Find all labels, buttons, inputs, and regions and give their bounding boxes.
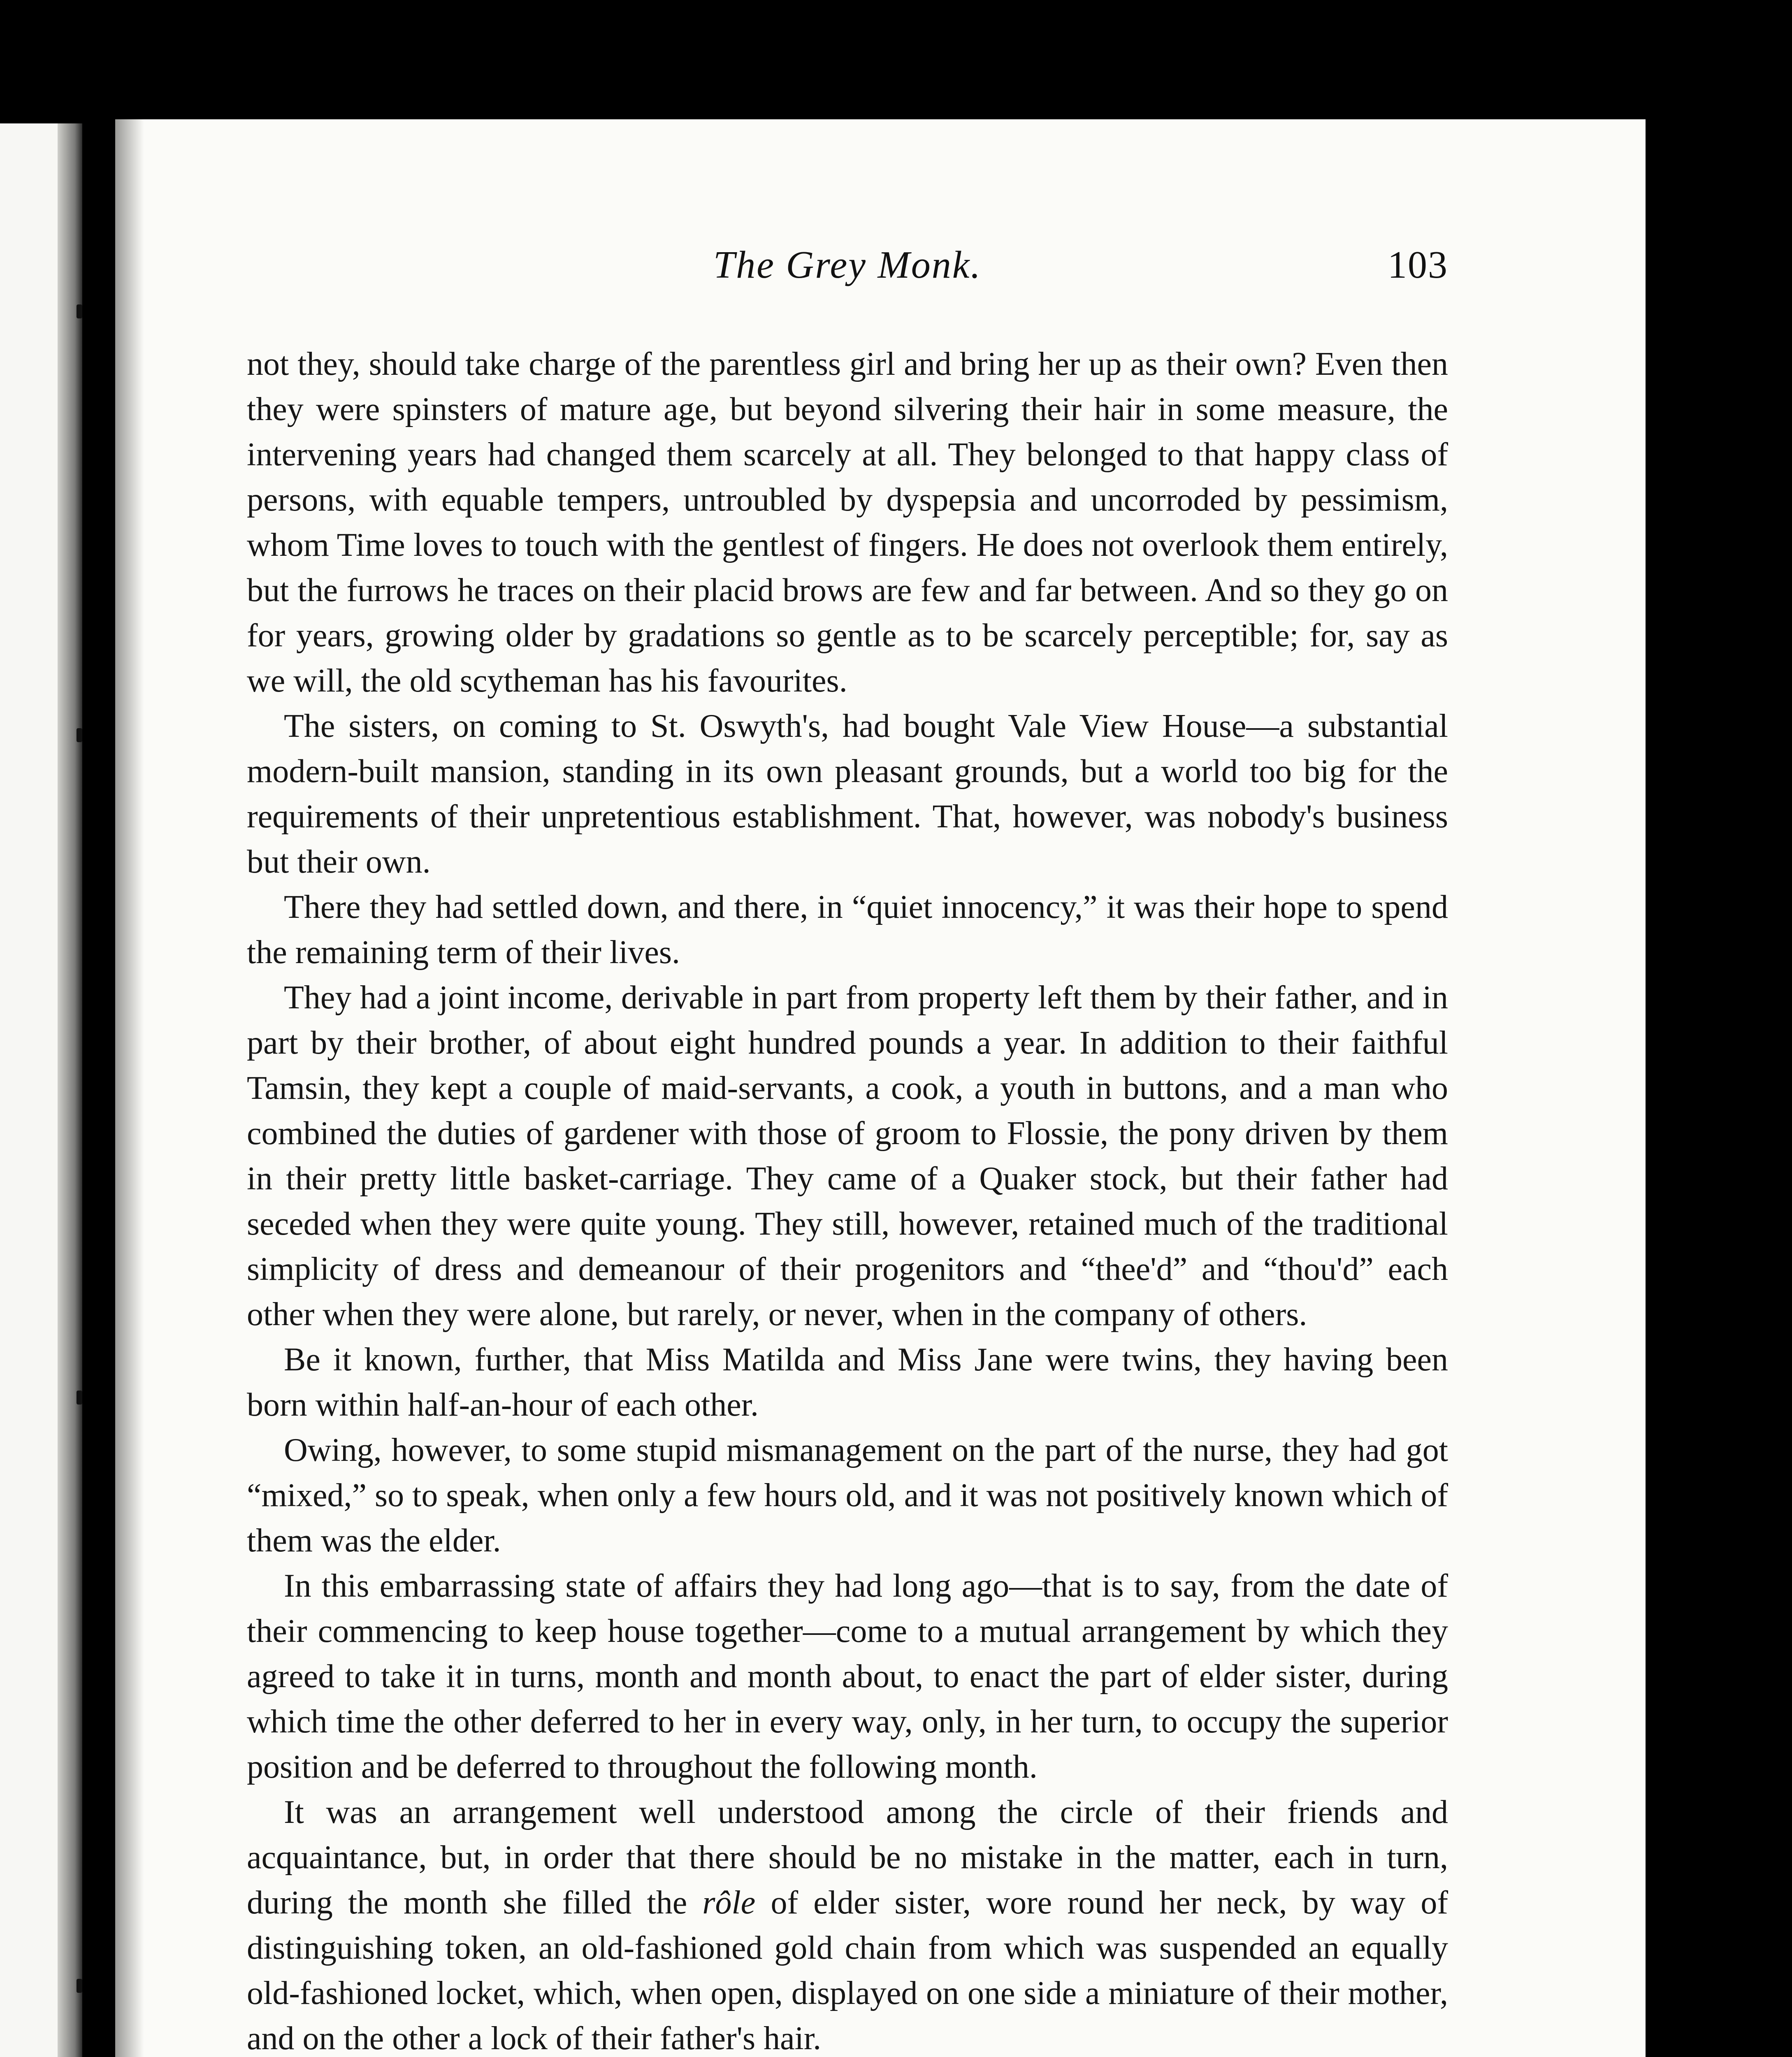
margin-mark bbox=[77, 1391, 82, 1405]
paragraph-text: of elder sister, wore round her neck, by way of distinguishing token, an old-fashioned gold chain from which was suspended an equally old-fashioned locket, which, when open, displayed on one side a miniature of their mother, and on the other a lock of their father's hair. bbox=[247, 1885, 1448, 2057]
margin-mark bbox=[77, 1979, 82, 1993]
margin-mark bbox=[77, 728, 82, 742]
paragraph: They had a joint income, derivable in part from property left them by their father, and in part by their brother, of about eight hundred pounds a year. In addition to their faithful Tamsin, they kept a couple of maid-servants, a cook, a youth in buttons, and a man who combined the duties of gardener with those of groom to Flossie, the pony driven by them in their pretty little basket-carriage. They came of a Quaker stock, but their father had seceded when they were quite young. They still, however, retained much of the traditional simplicity of dress and demeanour of their progenitors and “thee'd” and “thou'd” each other when they were alone, but rarely, or never, when in the company of others. bbox=[247, 980, 1448, 1333]
margin-mark bbox=[77, 304, 82, 318]
paragraph: In this embarrassing state of affairs they had long ago—that is to say, from the date of their commencing to keep house together—come to a mutual arrangement by which they agreed to take it in turns, month and month about, to enact the part of elder sister, during which time the other deferred to her in every way, only, in her turn, to occupy the superior position and be deferred to throughout the following month. bbox=[247, 1568, 1448, 1785]
binding-gutter bbox=[58, 123, 82, 2057]
paragraph: not they, should take charge of the parentless girl and bring her up as their own? Even then they were spinsters of mature age, but beyond silvering their hair in some measure, the intervening years had changed them scarcely at all. They belonged to that happy class of persons, with equable tempers, untroubled by dyspepsia and uncorroded by pessimism, whom Time loves to touch with the gentlest of fingers. He does not overlook them entirely, but the furrows he traces on their placid brows are few and far between. And so they go on for years, growing older by gradations so gentle as to be scarcely perceptible; for, say as we will, the old scytheman has his favourites. bbox=[247, 346, 1448, 699]
paragraph: The sisters, on coming to St. Oswyth's, had bought Vale View House—a substantial modern-built mansion, standing in its own pleasant grounds, but a world too big for the requirements of their unpretentious establishment. That, however, was nobody's business but their own. bbox=[247, 708, 1448, 880]
italic-word: rôle bbox=[702, 1885, 756, 1921]
paragraph: There they had settled down, and there, in “quiet innocency,” it was their hope to spend the remaining term of their lives. bbox=[247, 889, 1448, 970]
paragraph-text: It was an arrangement well understood among the circle of their friends and acquaintance, but, in order that there should be no mistake in the matter, each in turn, during the month she filled the bbox=[247, 1794, 1448, 1921]
page-gutter-shadow bbox=[115, 119, 144, 2057]
paragraph: Owing, however, to some stupid mismanagement on the part of the nurse, they had got “mixed,” so to speak, when only a few hours old, and it was not positively known which of them was the elder. bbox=[247, 1432, 1448, 1559]
running-title: The Grey Monk. bbox=[713, 244, 982, 286]
page-number: 103 bbox=[1388, 244, 1448, 286]
body-text bbox=[247, 341, 1448, 2057]
paragraph bbox=[247, 1790, 1448, 2057]
running-header bbox=[247, 243, 1448, 300]
paragraph: Be it known, further, that Miss Matilda and Miss Jane were twins, they having been born within half-an-hour of each other. bbox=[247, 1342, 1448, 1423]
